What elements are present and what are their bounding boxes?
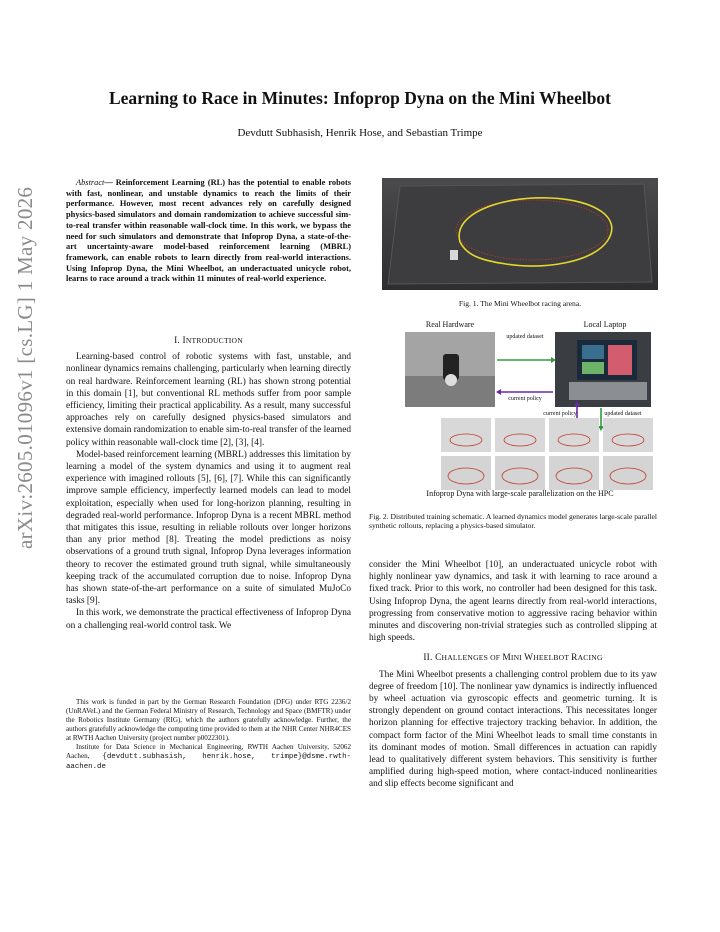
intro-paragraph-1: Learning-based control of robotic systems with fast, unstable, and nonlinear dynamics remains challenging, particularly when learning directly on real hardware. Reinforcement learning (RL) has shown strong potential in this domain [1], but conventional RL methods suffer from poor sample efficiency, limiting their practical applicability. As a result, many successful approaches rely on carefully designed physics-based simulators and extensive domain randomization to enable sim-to-real transfer of the learned policy within reasonable wall-clock time [2], [3], [4]. <box>66 352 351 448</box>
arrow-label-current-policy-low: current policy <box>543 411 577 417</box>
fig2-caption: Fig. 2. Distributed training schematic. A learned dynamics model generates large-scale parallel synthetic rollouts, replacing a physics-based simulator. <box>369 512 657 531</box>
rollout-tile-3 <box>549 418 599 452</box>
mini-wheelbot-robot <box>450 250 458 260</box>
rollout-tile-1 <box>441 418 491 452</box>
rollout-tile-7 <box>549 456 599 490</box>
intro-paragraph-2: Model-based reinforcement learning (MBRL) addresses this limitation by learning a model of the system dynamics and using it to augment real experience with imagined rollouts [5], [6], [7]. While this can significantly improve sample efficiency, imperfectly learned models can lead to model exploitation, especially when used for long-horizon planning, resulting in degraded real-world performance. Infoprop Dyna is a recent MBRL method that mitigates this issue, resulting in reliable rollouts over longer horizons than any prior method [8]. Treating the model predictions as noisy observations of a ground truth signal, Infoprop Dyna leverages information theory to recover the estimated ground truth signal, while simultaneously keeping track of the accumulated corruption due to noise. Infoprop Dyna has shown state-of-the-art performance on a suite of simulated MuJoCo tasks [9]. <box>66 449 351 607</box>
footnote-funding: This work is funded in part by the German Research Foundation (DFG) under RTG 2236/2 (UnRAVeL) and the German Federal Ministry of Research, Technology and Space (BMFTR) under the Robotics Institute Germany (RIG), which the authors gratefully acknowledge. Further, the authors gratefully acknowledge the computing time provided to them at the NHR Center NHR4CES at RWTH Aachen University (project number p0022301). <box>66 698 351 742</box>
abstract <box>66 178 351 285</box>
footnote <box>66 698 351 772</box>
arxiv-stamp: arXiv:2605.01096v1 [cs.LG] 1 May 2026 <box>13 186 37 549</box>
intro-paragraph-3: In this work, we demonstrate the practical effectiveness of Infoprop Dyna on a challenging real-world control task. We <box>66 608 351 631</box>
fig1-arena-photo <box>382 178 658 290</box>
arena-graphic <box>382 178 658 290</box>
fig2-schematic <box>405 320 653 500</box>
section-heading-challenges: II. CHALLENGES OF MINI WHEELBOT RACING <box>423 653 603 664</box>
section-heading-introduction: I. INTRODUCTION <box>174 336 243 346</box>
footnote-affiliation: Institute for Data Science in Mechanical Engineering, RWTH Aachen University, 52062 Aachen, {devdutt.subhasish, henrik.hose, trimpe}@dsme.rwth-aachen.de <box>66 743 351 771</box>
hpc-label: Infoprop Dyna with large-scale parallelization on the HPC <box>426 489 614 498</box>
arrow-label-current-policy-mid: current policy <box>508 396 542 402</box>
rollout-tile-5 <box>441 456 491 490</box>
right-column-text <box>369 559 657 791</box>
rollout-tile-4 <box>603 418 653 452</box>
section-introduction <box>66 335 351 632</box>
paper-title: Learning to Race in Minutes: Infoprop Dyna on the Mini Wheelbot <box>108 88 612 108</box>
abstract-text: — Reinforcement Learning (RL) has the potential to enable robots with fast, nonlinear, and unstable dynamics to reach the limits of their performance. However, most recent advances rely on carefully designed physics-based simulators and domain randomization to achieve successful sim-to-real transfer within reasonable wall-clock time. In this work, we bypass the need for such simulators and demonstrate that Infoprop Dyna, a state-of-the-art uncertainty-aware model-based reinforcement learning (MBRL) framework, can enable robots to learn directly from real-world interactions. Using Infoprop Dyna, the Mini Wheelbot, an underactuated unicycle robot, learns to race around a track within 11 minutes of real-world experience. <box>66 178 351 284</box>
abstract-label: Abstract <box>76 178 105 187</box>
author-list: Devdutt Subhasish, Henrik Hose, and Sebastian Trimpe <box>237 127 483 139</box>
fig1-caption: Fig. 1. The Mini Wheelbot racing arena. <box>458 299 582 308</box>
label-real-hardware: Real Hardware <box>425 320 475 329</box>
rollout-tile-6 <box>495 456 545 490</box>
right-paragraph-1: consider the Mini Wheelbot [10], an underactuated unicycle robot with highly nonlinear yaw dynamics, and task it with learning to race around a fixed track. Prior to this work, no controller had been designed for this task. Using Infoprop Dyna, the agent learns directly from real-world interactions, progressing from conservative motion to aggressive racing behavior within minutes and discovering non-trivial strategies such as controlled slipping at high speeds. <box>369 560 657 644</box>
arrow-label-updated-dataset-top: updated dataset <box>506 334 544 340</box>
rollout-tile-8 <box>603 456 653 490</box>
footnote-emails: {devdutt.subhasish, henrik.hose, trimpe}@dsme.rwth-aachen.de <box>66 753 351 771</box>
arrow-label-updated-dataset-low: updated dataset <box>604 411 642 417</box>
rollout-tile-2 <box>495 418 545 452</box>
challenges-paragraph-1: The Mini Wheelbot presents a challenging control problem due to its yaw degree of freedom [10]. The nonlinear yaw dynamics is indirectly influenced by wheel actuation via gyroscopic effects and geometric turning. It is strongly dependent on ground contact interactions. This necessitates longer horizon planning for effective trajectory tracking behavior. In addition, the compact form factor of the Mini Wheelbot leads to small time constants in its dominant modes of motion. Small differences in actuation can rapidly lead to qualitatively different system behaviors. This sensitivity is further amplified during high-speed motion, where contact-induced nonlinearities and slip effects become significant and <box>369 669 657 790</box>
label-local-laptop: Local Laptop <box>583 320 627 329</box>
hpc-rollout-grid <box>441 418 653 490</box>
